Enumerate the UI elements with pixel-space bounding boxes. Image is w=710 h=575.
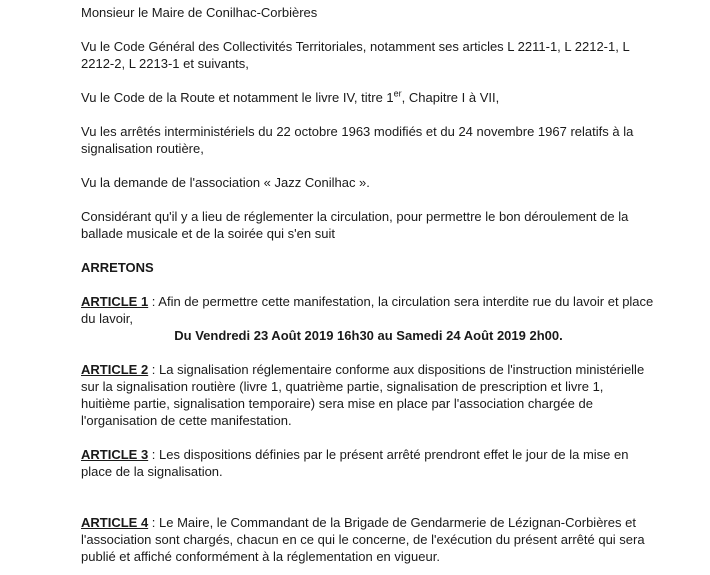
consideration-code-route-text: Vu le Code de la Route et notamment le livre IV, titre 1 (81, 90, 394, 105)
article-1-text: : Afin de permettre cette manifestation, la circulation sera interdite rue du lavoir et place du lavoir, (81, 294, 654, 326)
consideration-code-route-rest: , Chapitre I à VII, (401, 90, 500, 105)
decision-heading: ARRETONS (81, 260, 154, 275)
consideration-considerant: Considérant qu'il y a lieu de réglementer la circulation, pour permettre le bon déroulement de la ballade musicale et de la soirée qui s'en suit (81, 209, 629, 241)
article-4-label: ARTICLE 4 (81, 515, 149, 530)
consideration-demande: Vu la demande de l'association « Jazz Conilhac ». (81, 175, 370, 190)
article-1 (81, 293, 656, 344)
article-2-text: : La signalisation réglementaire conforme aux dispositions de l'instruction ministérielle sur la signalisation routière (livre 1, quatrième partie, signalisation de prescription et livre 1, huitième partie, signalisation temporaire) sera mise en place par l'association chargée de l'organisation de cette manifestation. (81, 362, 645, 428)
article-3-text: : Les dispositions définies par le présent arrêté prendront effet le jour de la mise en place de la signalisation. (81, 447, 629, 479)
addressee: Monsieur le Maire de Conilhac-Corbières (81, 5, 318, 20)
article-1-label: ARTICLE 1 (81, 294, 149, 309)
article-2 (81, 361, 656, 429)
article-2-label: ARTICLE 2 (81, 362, 149, 377)
consideration-code-route (81, 89, 656, 106)
article-1-dates: Du Vendredi 23 Août 2019 16h30 au Samedi 24 Août 2019 2h00. (174, 328, 563, 343)
consideration-code-collectivites: Vu le Code Général des Collectivités Territoriales, notamment ses articles L 2211-1, L 2212-1, L 2212-2, L 2213-1 et suivants, (81, 39, 630, 71)
article-4-text: : Le Maire, le Commandant de la Brigade de Gendarmerie de Lézignan-Corbières et l'association sont chargés, chacun en ce qui le concerne, de l'exécution du présent arrêté qui sera publié et affiché conformément à la réglementation en vigueur. (81, 515, 645, 564)
article-3 (81, 446, 656, 480)
ordinal-superscript: er (393, 88, 402, 99)
consideration-arretes: Vu les arrêtés interministériels du 22 octobre 1963 modifiés et du 24 novembre 1967 relatifs à la signalisation routière, (81, 124, 634, 156)
article-3-label: ARTICLE 3 (81, 447, 149, 462)
article-4 (81, 514, 656, 565)
